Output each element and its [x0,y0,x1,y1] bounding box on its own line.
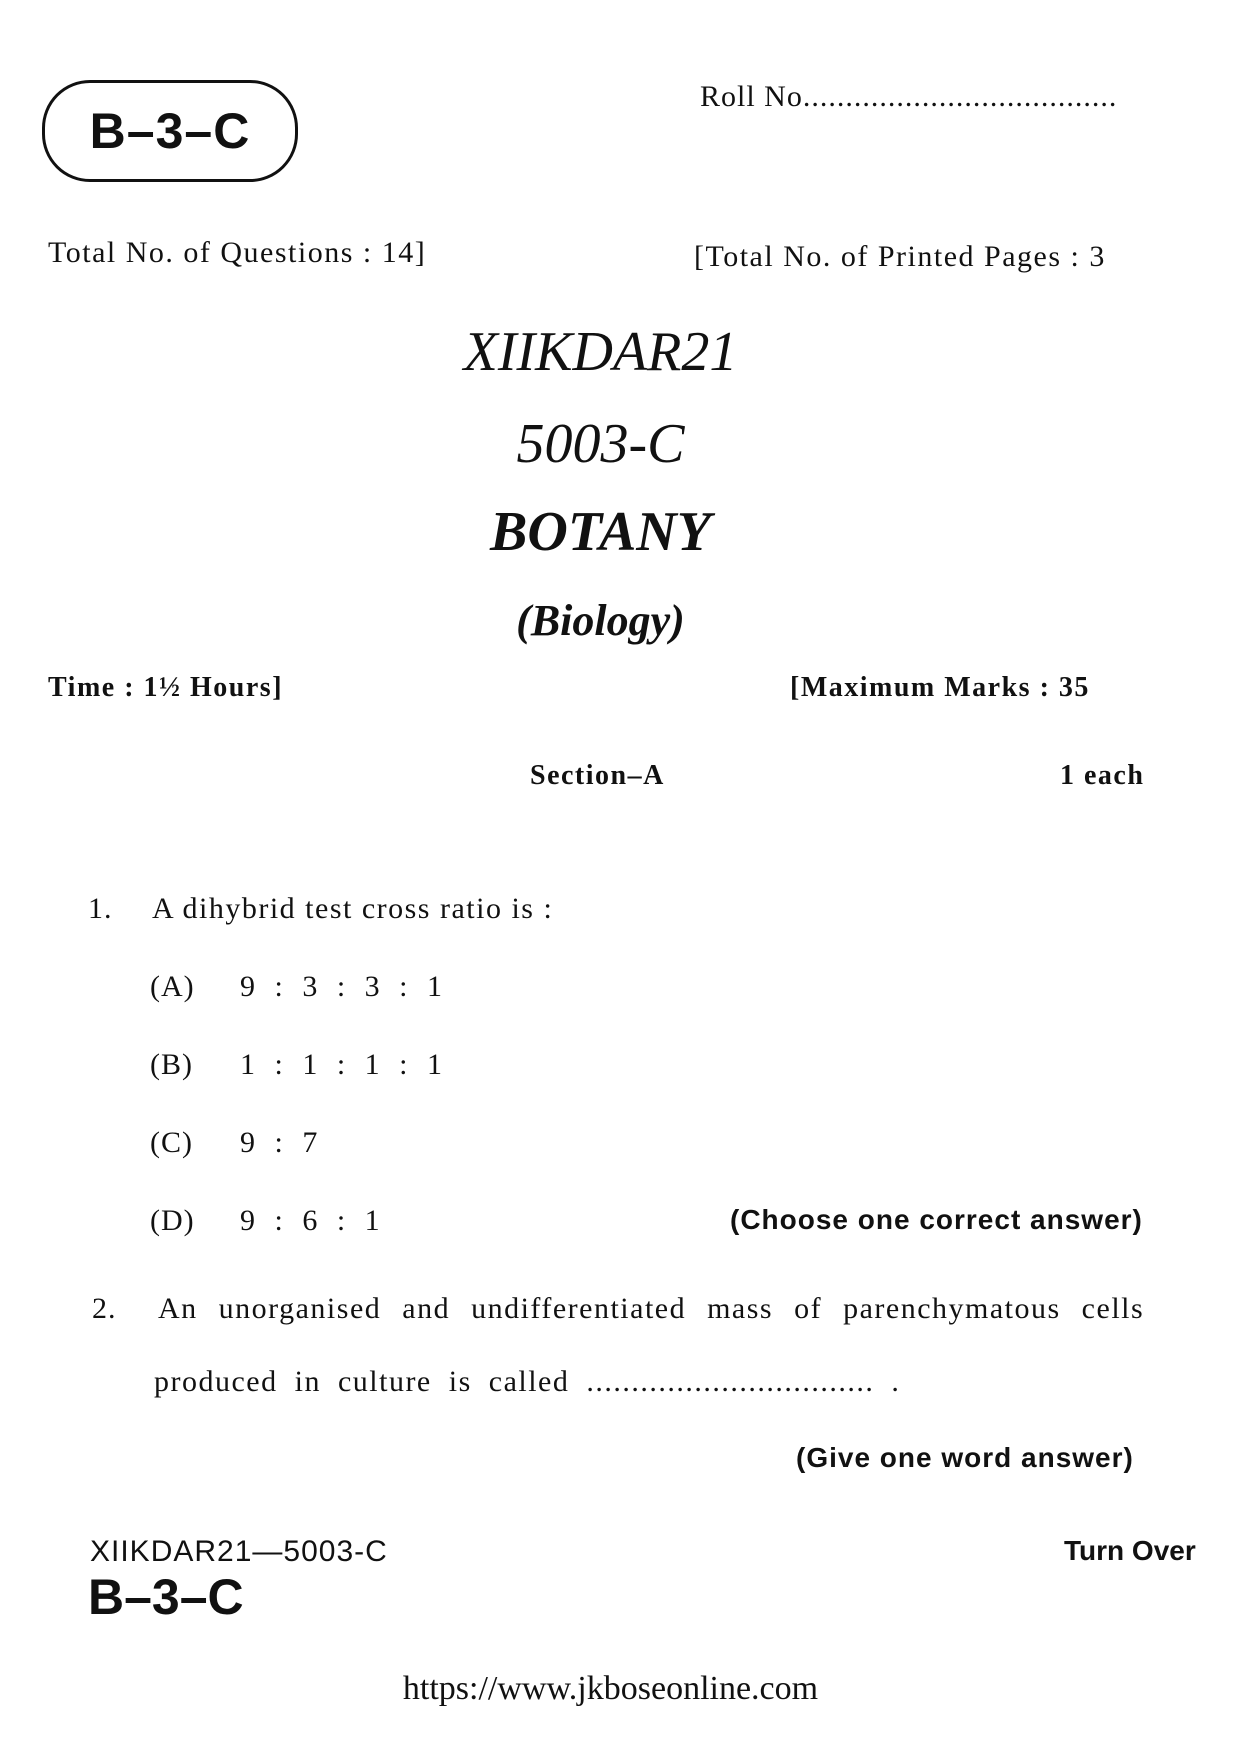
option-value: 9 : 6 : 1 [240,1204,386,1237]
footer-paper-code: XIIKDAR21—5003-C [90,1535,388,1568]
question-number: 2. [92,1292,117,1325]
website-link[interactable]: https://www.jkboseonline.com [402,1670,819,1707]
section-heading: Section–A [530,760,665,791]
turn-over-label: Turn Over [1064,1535,1196,1566]
option-value: 1 : 1 : 1 : 1 [240,1048,449,1081]
question-text-line: produced in culture is called ................................ . [154,1365,901,1398]
option-d [150,1204,386,1238]
option-label: (B) [150,1048,193,1081]
maximum-marks: [Maximum Marks : 35 [790,672,1090,703]
roll-number-field: Roll No..................................... [700,80,1118,113]
question-text: A dihybrid test cross ratio is : [152,892,554,925]
exam-code-title: XIIKDAR21 [463,321,738,383]
option-label: (A) [150,970,195,1003]
answer-instruction: (Choose one correct answer) [730,1204,1143,1235]
section-marks: 1 each [1060,760,1145,791]
option-label: (D) [150,1204,195,1237]
exam-time: Time : 1½ Hours] [48,672,284,703]
total-questions: Total No. of Questions : 14] [48,236,427,269]
option-label: (C) [150,1126,193,1159]
question-text-line: An unorganised and undifferentiated mass of parenchymatous cells [158,1292,1145,1325]
footer-code-badge: B–3–C [88,1569,244,1625]
paper-code-badge: B–3–C [42,80,298,182]
option-b [150,1048,448,1082]
subject-title: BOTANY [490,501,711,563]
option-a [150,970,448,1004]
option-value: 9 : 3 : 3 : 1 [240,970,449,1003]
answer-instruction: (Give one word answer) [796,1442,1134,1473]
subject-subtitle: (Biology) [516,596,685,645]
option-c [150,1126,323,1160]
paper-number-title: 5003-C [516,413,685,475]
option-value: 9 : 7 [240,1126,324,1159]
total-printed-pages: [Total No. of Printed Pages : 3 [694,240,1106,273]
question-number: 1. [88,892,113,925]
